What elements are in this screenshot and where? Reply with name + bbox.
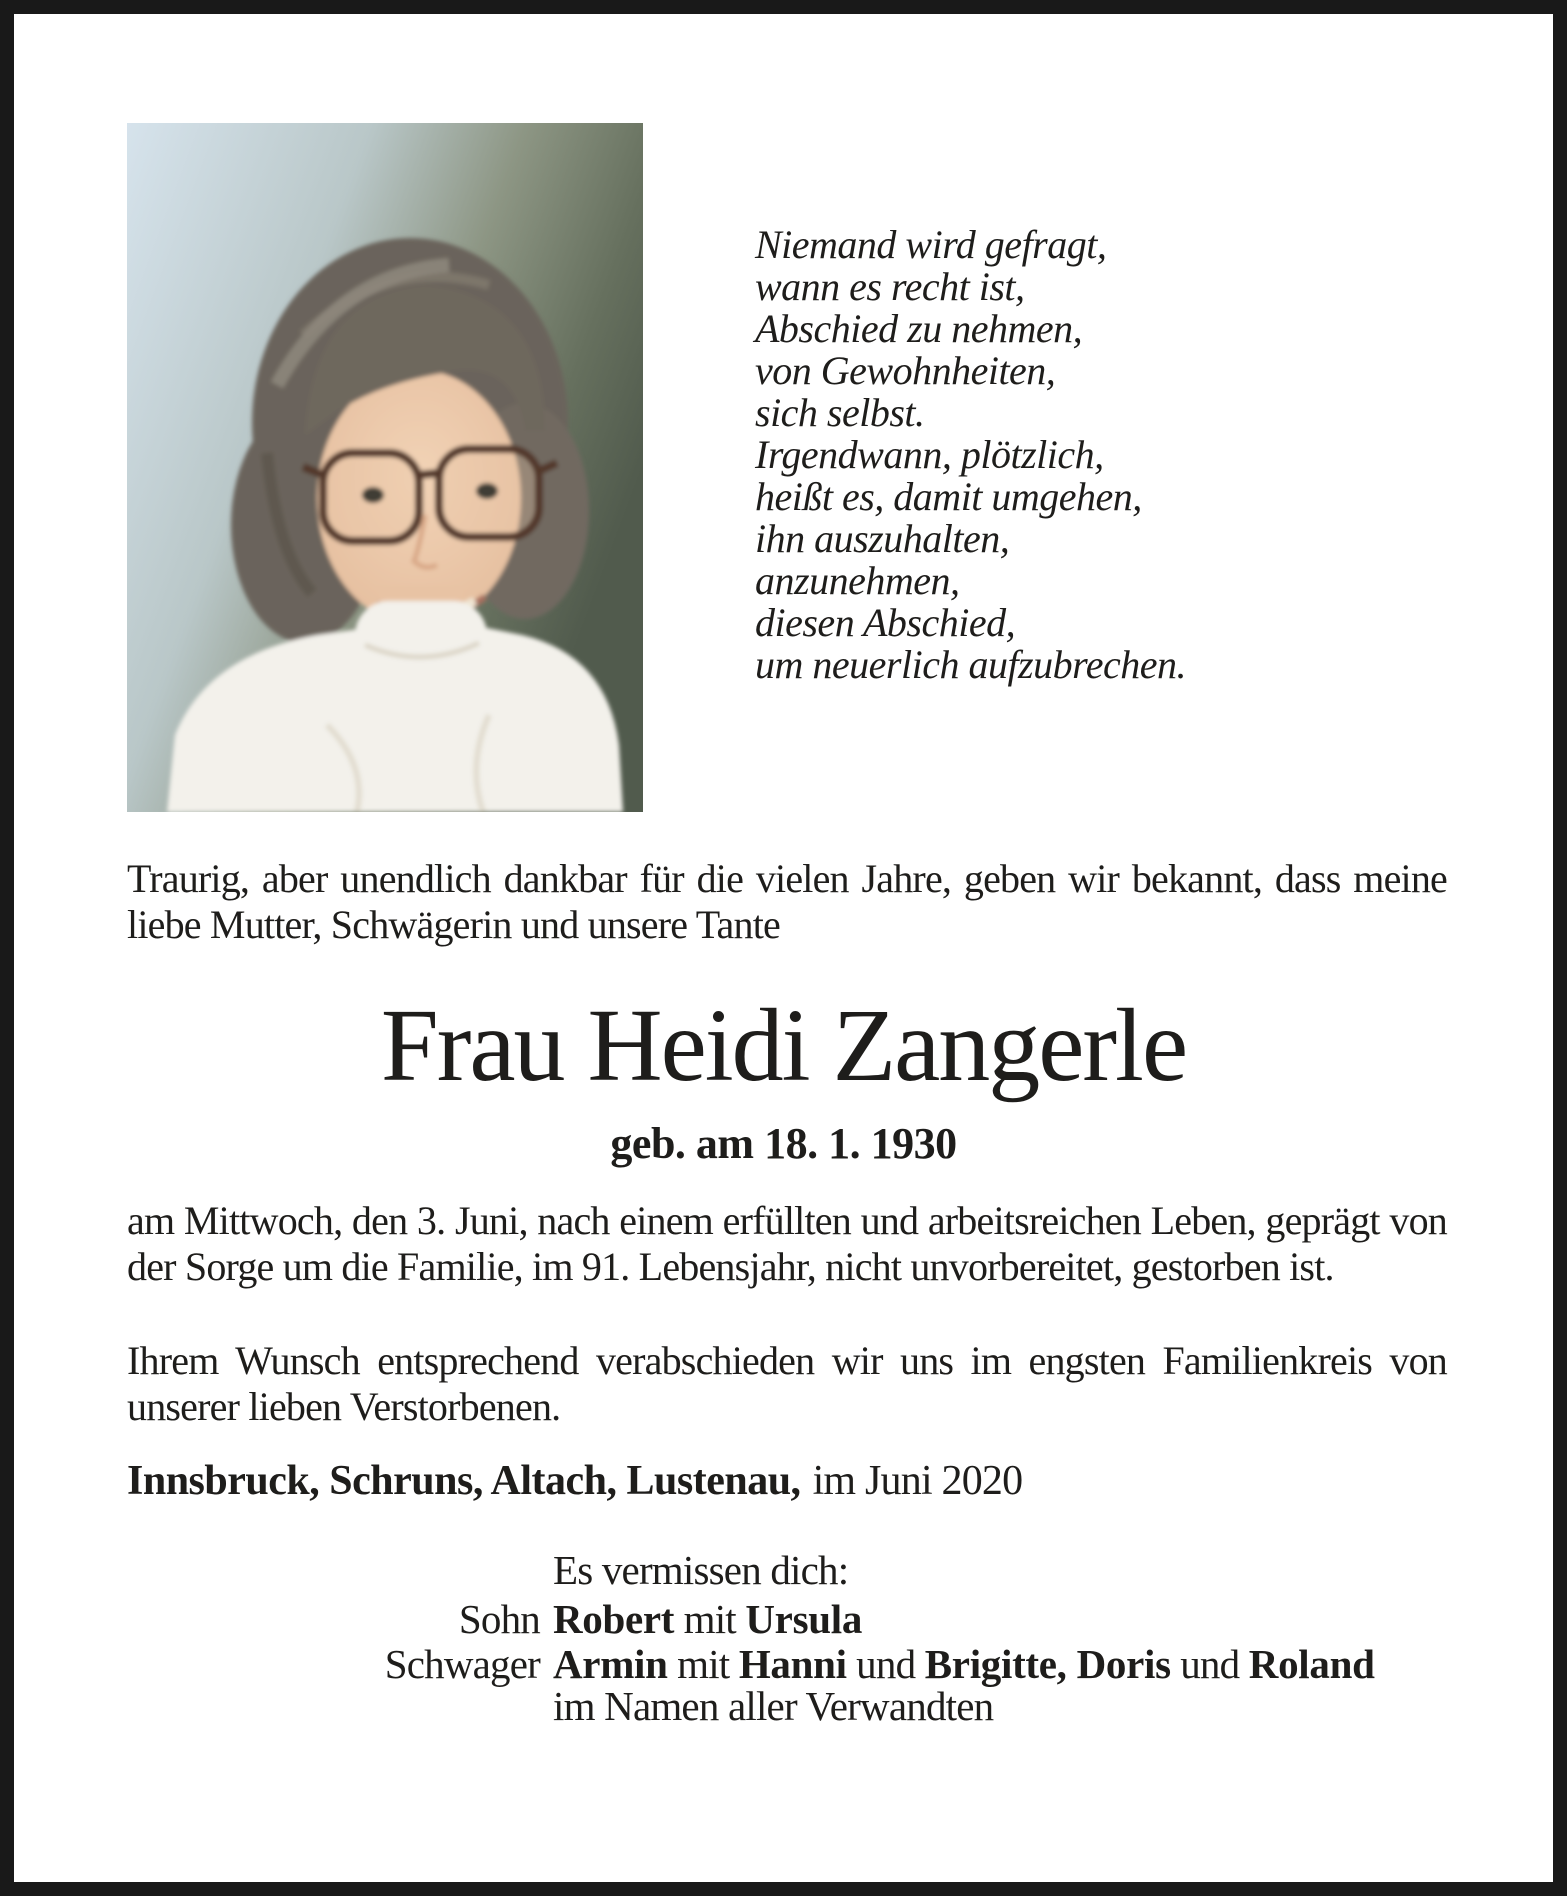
places-date-line xyxy=(127,1458,1447,1504)
deceased-name-title: Frau Heidi Zangerle xyxy=(380,988,1187,1103)
poem xyxy=(755,224,1186,686)
poem-line: sich selbst. xyxy=(755,390,925,435)
poem-line: von Gewohnheiten, xyxy=(755,348,1056,393)
intro-paragraph: Traurig, aber unendlich dankbar für die vielen Jahre, geben wir bekannt, dass meine liebe Mutter, Schwägerin und unsere Tante xyxy=(127,856,1447,947)
places-text: Innsbruck, Schruns, Altach, Lustenau, xyxy=(127,1458,801,1504)
mourner-role: Schwager xyxy=(384,1641,540,1687)
mourners-heading: Es vermissen dich: xyxy=(553,1547,849,1593)
poem-line: um neuerlich aufzubrechen. xyxy=(755,642,1186,687)
mourner-role: Sohn xyxy=(458,1596,540,1642)
birth-date: geb. am 18. 1. 1930 xyxy=(610,1119,957,1168)
poem-line: ihn auszuhalten, xyxy=(755,516,1010,561)
mourner-names: Armin mit Hanni und Brigitte, Doris und Roland xyxy=(553,1641,1375,1687)
portrait-photo xyxy=(127,123,643,812)
mourners-footer: im Namen aller Verwandten xyxy=(553,1683,994,1729)
poem-line: heißt es, damit umgehen, xyxy=(755,474,1142,519)
date-text: im Juni 2020 xyxy=(812,1458,1023,1504)
farewell-paragraph: Ihrem Wunsch entsprechend verabschieden wir uns im engsten Familienkreis von unserer lieben Verstorbenen. xyxy=(127,1338,1447,1429)
mourners-list xyxy=(127,1597,1457,1687)
poem-line: Niemand wird gefragt, xyxy=(755,222,1107,267)
poem-line: diesen Abschied, xyxy=(755,600,1016,645)
poem-line: wann es recht ist, xyxy=(755,264,1025,309)
death-paragraph: am Mittwoch, den 3. Juni, nach einem erfüllten und arbeitsreichen Leben, geprägt von der Sorge um die Familie, im 91. Lebensjahr, nicht unvorbereitet, gestorben ist. xyxy=(127,1198,1447,1289)
poem-line: Irgendwann, plötzlich, xyxy=(755,432,1104,477)
poem-line: Abschied zu nehmen, xyxy=(755,306,1083,351)
portrait-illustration xyxy=(127,123,643,812)
mourner-names: Robert mit Ursula xyxy=(553,1596,863,1642)
poem-line: anzunehmen, xyxy=(755,558,960,603)
